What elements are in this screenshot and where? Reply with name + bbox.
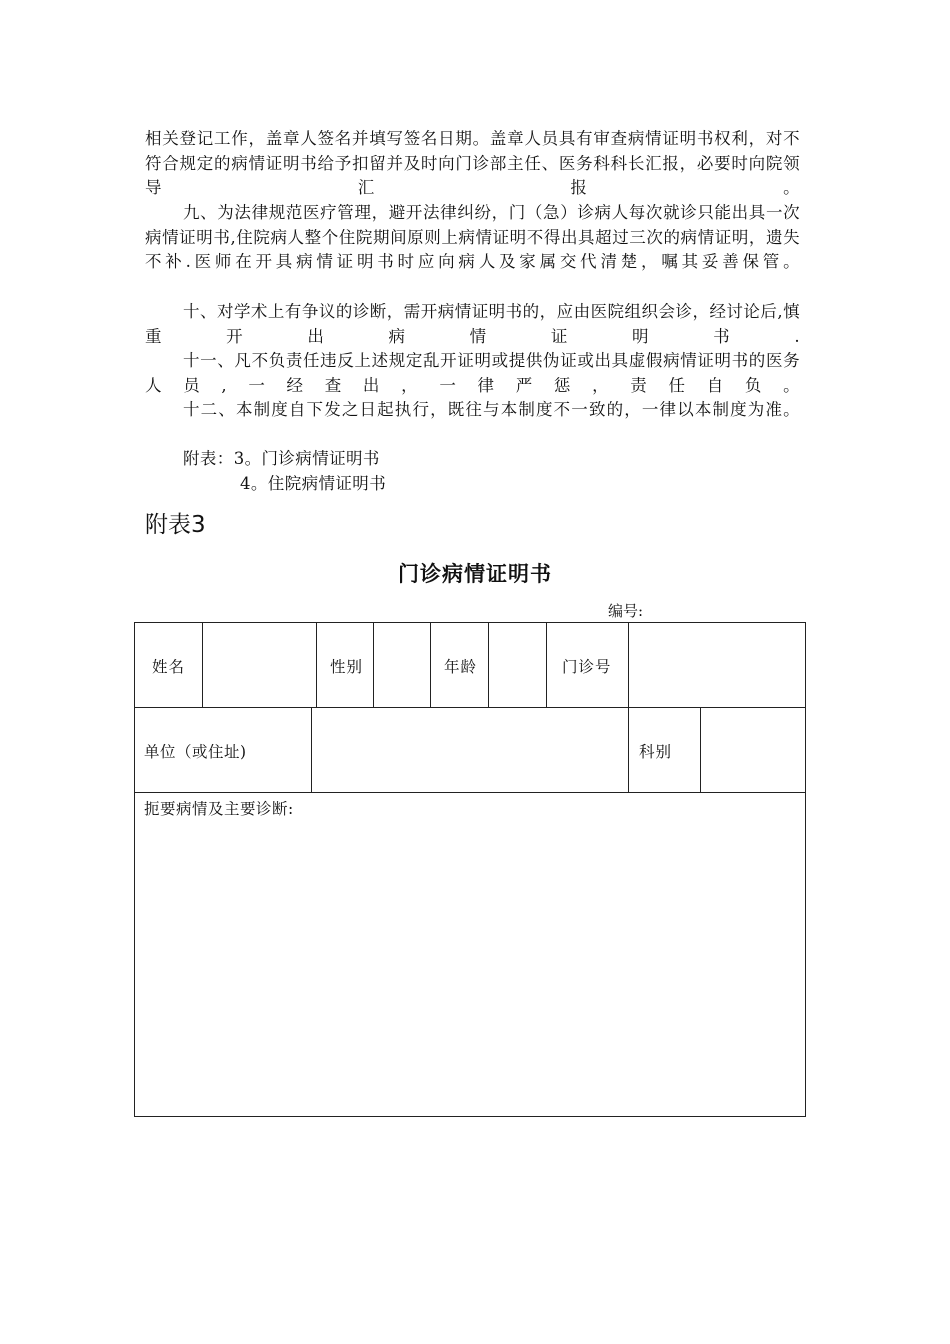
- paragraph-registration: 相关登记工作，盖章人签名并填写签名日期。盖章人员具有审查病情证明书权利，对不符合规定的病情证明书给予扣留并及时向门诊部主任、医务科科长汇报，必要时向院领导汇报。: [145, 129, 800, 197]
- column-divider: [316, 623, 317, 707]
- paragraph-item-10: 十、对学术上有争议的诊断，需开病情证明书的，应由医院组织会诊，经讨论后,慎重开出病情证明书.: [145, 302, 800, 346]
- form-title: 门诊病情证明书: [398, 561, 552, 586]
- diagnosis-summary-label: 扼要病情及主要诊断:: [144, 800, 294, 818]
- gender-label: 性别: [330, 658, 364, 676]
- paragraph-item-9: 九、为法律规范医疗管理，避开法律纠纷，门（急）诊病人每次就诊只能出具一次病情证明书,住院病人整个住院期间原则上病情证明不得出具超过三次的病情证明，遗失不补.医师在开具病情证明书时应向病人及家属交代清楚，嘱其妥善保管。: [145, 203, 800, 271]
- column-divider: [700, 707, 701, 792]
- appendix-heading: 附表3: [145, 512, 206, 538]
- column-divider: [373, 623, 374, 707]
- clinic-number-label: 门诊号: [562, 658, 612, 676]
- column-divider: [628, 707, 629, 792]
- attachment-line-outpatient: 附表：3。门诊病情证明书: [183, 449, 380, 468]
- column-divider: [546, 623, 547, 707]
- column-divider: [488, 623, 489, 707]
- serial-number-label: 编号:: [608, 602, 644, 620]
- paragraph-item-11: 十一、凡不负责任违反上述规定乱开证明或提供伪证或出具虚假病情证明书的医务人员,一经查出，一律严惩，责任自负。: [145, 351, 800, 395]
- unit-address-label: 单位（或住址): [144, 743, 247, 761]
- column-divider: [628, 623, 629, 707]
- department-label: 科别: [639, 743, 673, 761]
- name-label: 姓名: [152, 658, 186, 676]
- attachment-line-inpatient: 4。住院病情证明书: [240, 474, 387, 493]
- row-divider: [135, 792, 805, 793]
- age-label: 年龄: [444, 658, 478, 676]
- paragraph-item-12: 十二、本制度自下发之日起执行，既往与本制度不一致的，一律以本制度为准。: [183, 400, 800, 419]
- column-divider: [430, 623, 431, 707]
- row-divider: [135, 707, 805, 708]
- column-divider: [202, 623, 203, 707]
- certificate-form: [134, 622, 806, 1117]
- column-divider: [311, 707, 312, 792]
